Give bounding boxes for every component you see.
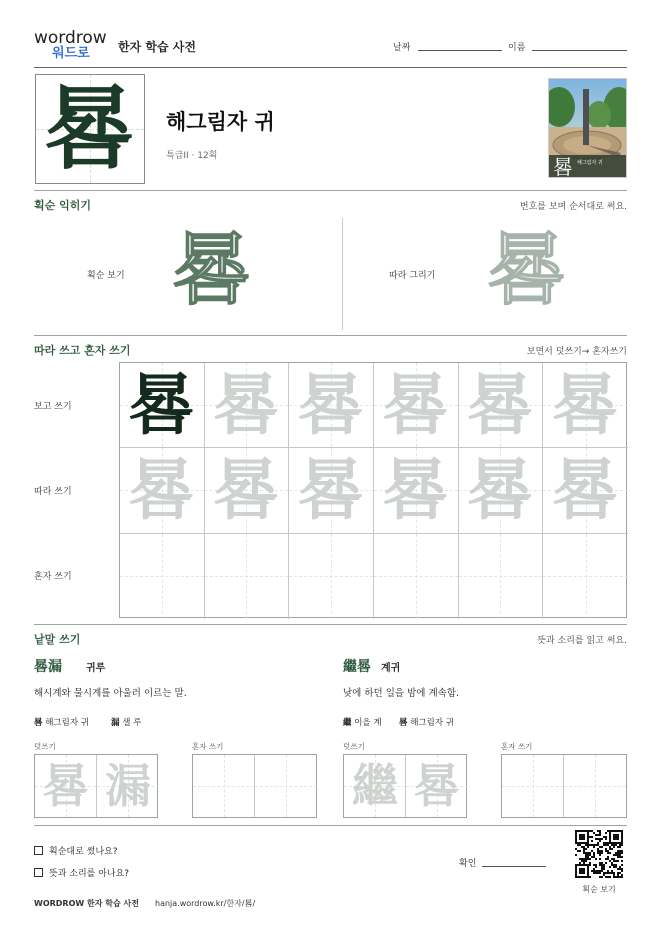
practice-cell[interactable]: [543, 448, 628, 533]
vocab-word-2: 繼晷: [343, 659, 371, 675]
row-label-trace: 따라 쓰기: [34, 487, 72, 497]
character-meaning: 해그림자 귀: [166, 110, 275, 134]
logo-subtext: 워드로: [52, 46, 90, 61]
practice-section-divider: [34, 624, 627, 625]
practice-section-title: 따라 쓰고 혼자 쓰기: [34, 344, 131, 357]
vocab-word-1: 晷漏: [34, 659, 62, 675]
qr-label: 획순 보기: [582, 885, 616, 894]
vocab-section-title: 낱말 쓰기: [34, 633, 81, 646]
brand-title: 한자 학습 사전: [118, 40, 196, 54]
vocab-char-gloss-1b: 漏 샐 루: [111, 718, 142, 728]
vocab-reading-1: 귀루: [86, 663, 106, 674]
date-field[interactable]: [418, 50, 502, 51]
practice-cell[interactable]: [374, 534, 459, 619]
practice-cell[interactable]: [205, 534, 290, 619]
main-character-box: [35, 74, 145, 184]
vocab-trace-label-1: 덧쓰기: [34, 742, 56, 751]
practice-grid: [119, 362, 627, 618]
stroke-section-note: 번호를 보며 순서대로 써요.: [519, 202, 627, 212]
stroke-section-title: 획순 익히기: [34, 199, 91, 212]
date-label: 날짜: [393, 43, 411, 53]
practice-char: 晷: [298, 451, 365, 530]
vocab-definition-1: 해시계와 물시계를 아울러 이르는 말.: [34, 688, 187, 699]
practice-cell[interactable]: [543, 534, 628, 619]
row-label-view: 보고 쓰기: [34, 402, 72, 412]
stroke-section-divider: [34, 335, 627, 336]
vocab-trace-box-2[interactable]: 繼 晷: [343, 754, 467, 818]
practice-cell[interactable]: [374, 363, 459, 448]
practice-cell[interactable]: [205, 448, 290, 533]
qr-code-icon[interactable]: [575, 830, 623, 878]
vocab-char-gloss-1a: 晷 해그림자 귀: [34, 718, 89, 728]
checkbox-icon[interactable]: [34, 846, 43, 855]
checklist-item-stroke-order[interactable]: 획순대로 썼나요?: [34, 844, 118, 857]
practice-cell[interactable]: [543, 363, 628, 448]
vocab-alone-box-2[interactable]: [501, 754, 627, 818]
name-field[interactable]: [532, 50, 627, 51]
sundial-photo: [548, 78, 627, 178]
practice-cell[interactable]: [289, 363, 374, 448]
checkbox-icon[interactable]: [34, 868, 43, 877]
checklist-item-meaning[interactable]: 뜻과 소리를 아나요?: [34, 866, 129, 879]
stroke-view-label: 획순 보기: [87, 271, 125, 281]
name-label: 이름: [508, 43, 526, 53]
practice-char: 晷: [298, 366, 365, 444]
practice-cell[interactable]: [120, 363, 205, 448]
vocab-trace-label-2: 덧쓰기: [343, 742, 365, 751]
footer-url[interactable]: hanja.wordrow.kr/한자/晷/: [155, 899, 256, 908]
stroke-divider: [342, 218, 343, 330]
vocab-char-gloss-2a: 繼 이을 계: [343, 718, 382, 728]
practice-char: 晷: [467, 451, 534, 530]
stroke-view-diagram: [162, 226, 262, 318]
practice-char: 晷: [213, 451, 280, 530]
vocab-section-divider: [34, 825, 627, 826]
practice-char: 晷: [552, 366, 619, 444]
vocab-reading-2: 계귀: [381, 663, 401, 674]
grade-strokes: 특급II · 12획: [166, 151, 218, 161]
practice-cell[interactable]: [289, 534, 374, 619]
main-character: 晷: [45, 76, 135, 182]
practice-cell[interactable]: [120, 534, 205, 619]
stroke-trace-diagram[interactable]: [477, 226, 577, 318]
row-label-alone: 혼자 쓰기: [34, 572, 72, 582]
practice-char: 晷: [552, 451, 619, 530]
vocab-char-gloss-2b: 晷 해그림자 귀: [399, 718, 454, 728]
practice-section-note: 보면서 덧쓰기→ 혼자쓰기: [526, 347, 627, 357]
confirm-label: 확인: [459, 859, 477, 869]
practice-char: 晷: [467, 366, 534, 444]
practice-cell[interactable]: [459, 448, 544, 533]
practice-char: 晷: [128, 366, 195, 444]
photo-caption-text: 해그림자 귀: [577, 160, 603, 166]
vocab-trace-box-1[interactable]: 晷 漏: [34, 754, 158, 818]
vocab-definition-2: 낮에 하던 일을 밤에 계속함.: [343, 688, 460, 699]
header-divider: [34, 67, 627, 68]
practice-cell[interactable]: [459, 363, 544, 448]
confirm-field[interactable]: [482, 866, 546, 867]
practice-cell[interactable]: [459, 534, 544, 619]
practice-cell[interactable]: [289, 448, 374, 533]
practice-char: 晷: [382, 451, 449, 530]
practice-cell[interactable]: [374, 448, 459, 533]
vocab-alone-label-1: 혼자 쓰기: [192, 742, 224, 751]
logo-text: wordrow: [34, 28, 107, 48]
stroke-trace-char: 晷: [487, 225, 566, 316]
vocab-alone-box-1[interactable]: [192, 754, 317, 818]
footer-brand: WORDROW 한자 학습 사전: [34, 899, 139, 908]
photo-caption-char: 晷: [553, 155, 573, 178]
practice-char: 晷: [213, 366, 280, 444]
wordrow-logo: [34, 30, 114, 64]
practice-char: 晷: [382, 366, 449, 444]
vocab-alone-label-2: 혼자 쓰기: [501, 742, 533, 751]
vocab-section-note: 뜻과 소리를 읽고 써요.: [537, 636, 627, 646]
practice-char: 晷: [128, 451, 195, 530]
practice-cell[interactable]: [120, 448, 205, 533]
stroke-trace-label: 따라 그리기: [389, 271, 436, 281]
stroke-view-char: 晷: [172, 225, 251, 316]
practice-cell[interactable]: [205, 363, 290, 448]
hero-divider: [34, 190, 627, 191]
